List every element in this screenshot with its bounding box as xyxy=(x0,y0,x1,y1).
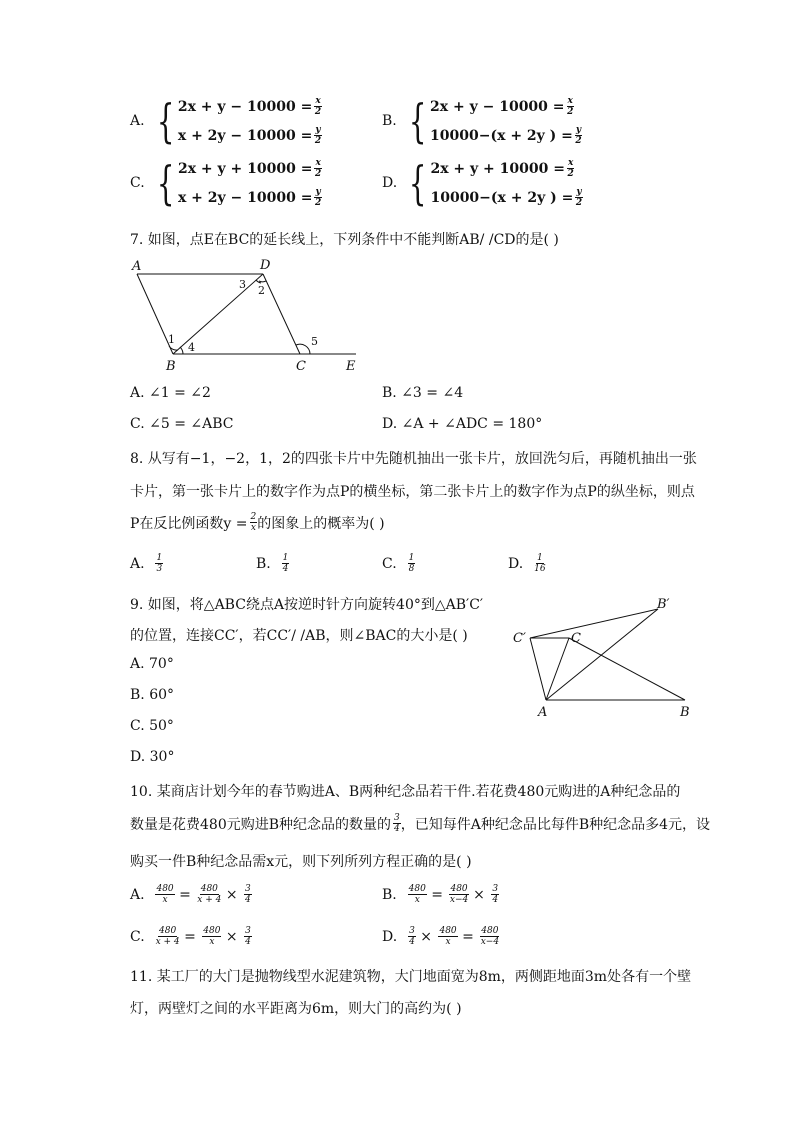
fraction: $\frac{y}{2}$ xyxy=(314,125,322,146)
fraction: $\frac{x}{2}$ xyxy=(567,158,574,179)
q10-line-2: 数量是花费480元购进B种纪念品的数量的 $\frac{3}{4}$ ，已知每件A种纪念品比每件B种纪念品多4元，设 xyxy=(130,813,711,834)
q8-line-3: P在反比例函数y = $\frac{2}{x}$ 的图象上的概率为( ) xyxy=(130,512,385,533)
q11-line-2: 灯，两壁灯之间的水平距离为6m，则大门的高约为( ) xyxy=(130,1001,462,1017)
q9-line-1: 9. 如图，将△ABC绕点A按逆时针方向旋转40°到△AB′C′ xyxy=(130,597,484,613)
q7-option-d[interactable]: D. ∠A + ∠ADC = 180° xyxy=(382,416,543,432)
q7-figure xyxy=(128,254,368,374)
label-a: A xyxy=(538,705,548,720)
q9-option-a[interactable]: A. 70° xyxy=(130,656,174,672)
fraction: $\frac{3}{4}$ xyxy=(394,813,400,834)
equation-2: x + 2y − 10000 = xyxy=(177,189,313,206)
q8-line-1: 8. 从写有−1，−2，1，2的四张卡片中先随机抽出一张卡片，放回洗匀后，再随机抽出一张 xyxy=(130,451,697,467)
segment-cb xyxy=(569,638,685,700)
q9-option-d[interactable]: D. 30° xyxy=(130,749,175,765)
q10-option-b[interactable]: B. $\frac{480}{x}$ = $\frac{480}{x-4}$ × $\frac{3}{4}$ xyxy=(382,884,499,905)
brace-icon: { xyxy=(156,156,175,210)
q9-option-b[interactable]: B. 60° xyxy=(130,687,175,703)
option-label: C. xyxy=(130,175,145,191)
q10-line-3: 购买一件B种纪念品需x元，则下列所列方程正确的是( ) xyxy=(130,854,472,870)
angle-label-1: 1 xyxy=(168,333,175,346)
equation-2: x + 2y − 10000 = xyxy=(177,127,313,144)
q10-line-1: 10. 某商店计划今年的春节购进A、B两种纪念品若干件.若花费480元购进的A种纪念品的 xyxy=(130,784,681,800)
q10-option-d[interactable]: D. $\frac{3}{4}$ × $\frac{480}{x}$ = $\frac{480}{x-4}$ xyxy=(382,926,500,947)
label-b-prime: B′ xyxy=(657,597,670,612)
q6-option-b[interactable] xyxy=(382,96,582,146)
fraction: $\frac{x}{2}$ xyxy=(315,158,322,179)
segment-dc xyxy=(263,274,300,354)
angle-label-3: 3 xyxy=(239,278,246,291)
angle-label-5: 5 xyxy=(311,335,318,348)
q9-line-2: 的位置，连接CC′，若CC′/ /AB，则∠BAC的大小是( ) xyxy=(130,628,468,644)
equation-2: 10000−(x + 2y ) = xyxy=(430,189,574,206)
q6-option-d[interactable] xyxy=(382,158,583,208)
brace-icon: { xyxy=(409,156,427,210)
q6-option-a[interactable] xyxy=(130,96,322,146)
option-label: D. xyxy=(382,175,398,191)
segment-ac-prime xyxy=(530,638,546,700)
q7-option-b[interactable]: B. ∠3 = ∠4 xyxy=(382,385,464,401)
label-e: E xyxy=(346,359,356,374)
q9-figure xyxy=(508,592,698,724)
fraction: $\frac{x}{2}$ xyxy=(567,96,574,117)
q9-option-c[interactable]: C. 50° xyxy=(130,718,174,734)
label-c: C xyxy=(296,359,306,374)
equation-1: 2x + y + 10000 = xyxy=(177,160,313,177)
option-label: B. xyxy=(382,113,397,129)
q7-option-c[interactable]: C. ∠5 = ∠ABC xyxy=(130,416,234,432)
equation-1: 2x + y − 10000 = xyxy=(430,98,565,115)
equation-1: 2x + y − 10000 = xyxy=(177,98,313,115)
label-b: B xyxy=(166,359,176,374)
q8-line-2: 卡片，第一张卡片上的数字作为点P的横坐标，第二张卡片上的数字作为点P的纵坐标，则点 xyxy=(130,484,695,500)
q8-option-d[interactable]: D. $\frac{1}{16}$ xyxy=(508,553,546,574)
brace-icon: { xyxy=(408,94,427,148)
angle-arc-1 xyxy=(169,346,178,350)
fraction: $\frac{2}{x}$ xyxy=(250,512,257,533)
q8-option-a[interactable]: A. $\frac{1}{3}$ xyxy=(130,553,163,574)
equation-1: 2x + y + 10000 = xyxy=(430,160,565,177)
label-c-prime: C′ xyxy=(513,631,526,646)
label-a: A xyxy=(132,259,142,274)
q8-option-b[interactable]: B. $\frac{1}{4}$ xyxy=(256,553,289,574)
label-b: B xyxy=(680,705,690,720)
brace-icon: { xyxy=(156,94,174,148)
angle-label-2: 2 xyxy=(258,284,265,297)
label-d: D xyxy=(260,258,271,273)
fraction: $\frac{y}{2}$ xyxy=(575,187,583,208)
option-label: A. xyxy=(130,113,145,129)
fraction: $\frac{y}{2}$ xyxy=(575,125,582,146)
fraction: $\frac{y}{2}$ xyxy=(314,187,322,208)
fraction: $\frac{x}{2}$ xyxy=(314,96,322,117)
angle-arc-4 xyxy=(180,347,183,354)
fraction: $\frac{1}{4}$ xyxy=(282,553,289,574)
fraction: $\frac{1}{3}$ xyxy=(156,553,163,574)
q7-stem: 7. 如图，点E在BC的延长线上，下列条件中不能判断AB/ /CD的是( ) xyxy=(130,232,559,248)
angle-label-4: 4 xyxy=(188,341,195,354)
q11-line-1: 11. 某工厂的大门是抛物线型水泥建筑物，大门地面宽为8m，两侧距地面3m处各有一个壁 xyxy=(130,969,692,985)
q10-option-a[interactable]: A. $\frac{480}{x}$ = $\frac{480}{x + 4}$ × $\frac{3}{4}$ xyxy=(130,884,251,905)
fraction: $\frac{1}{16}$ xyxy=(534,553,546,574)
segment-bd xyxy=(173,274,263,354)
q6-option-c[interactable] xyxy=(130,158,322,208)
fraction: $\frac{1}{8}$ xyxy=(408,553,415,574)
equation-2: 10000−(x + 2y ) = xyxy=(430,127,573,144)
segment-c-prime-b-prime xyxy=(530,609,658,638)
angle-arc-2 xyxy=(259,281,266,282)
q7-option-a[interactable]: A. ∠1 = ∠2 xyxy=(130,385,211,401)
q8-option-c[interactable]: C. $\frac{1}{8}$ xyxy=(382,553,415,574)
label-c: C xyxy=(571,631,581,646)
q10-option-c[interactable]: C. $\frac{480}{x + 4}$ = $\frac{480}{x}$ × $\frac{3}{4}$ xyxy=(130,926,251,947)
